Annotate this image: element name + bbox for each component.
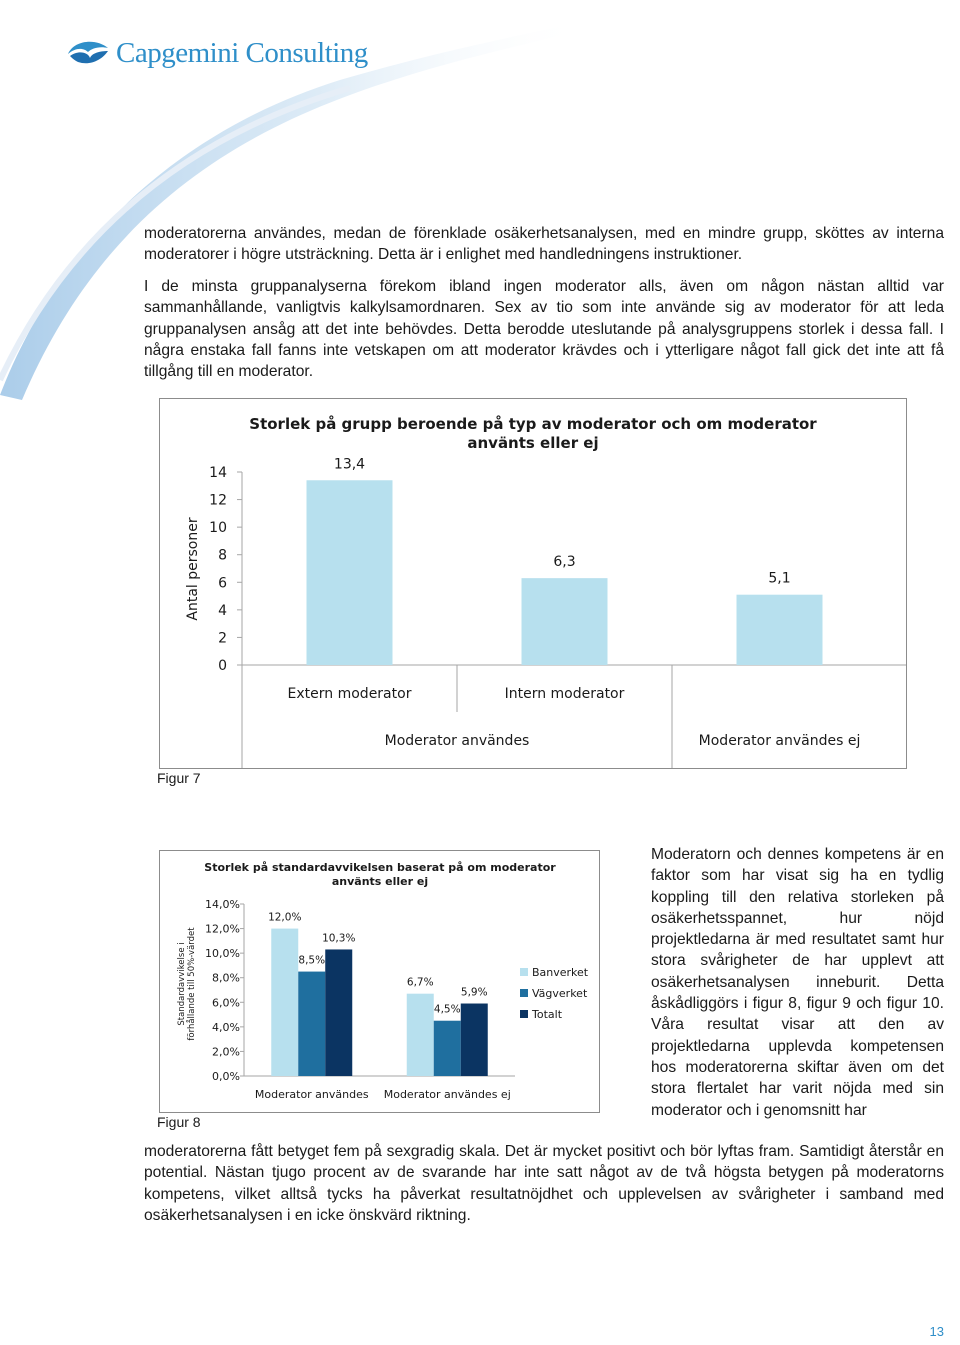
- body-paragraph-1: moderatorerna användes, medan de förenklade osäkerhetsanalysen, med en mindre grupp, sköttes av interna moderatorer i högre utsträckning. Detta är i enlighet med handledningens instruktioner.: [144, 225, 944, 264]
- figure-8-bar: [325, 949, 352, 1076]
- spade-logo-icon: [66, 38, 110, 68]
- figure-7-y-tick-label: 14: [209, 465, 227, 481]
- figure-8-y-tick-label: 0,0%: [212, 1070, 240, 1083]
- figure-7-group-label: Moderator användes: [384, 733, 530, 749]
- figure-7-y-axis-label: Antal personer: [185, 517, 201, 621]
- figure-8-caption: Figur 8: [157, 1114, 201, 1130]
- company-logo: [66, 38, 368, 68]
- figure-8-title-line-1: Storlek på standardavvikelsen baserat på om moderator: [204, 861, 556, 874]
- figure-7-bar-chart: [160, 399, 906, 768]
- figure-8-data-label: 4,5%: [433, 1003, 461, 1016]
- figure-8-title-line-2: använts eller ej: [331, 875, 429, 888]
- figure-8-y-tick-label: 14,0%: [205, 898, 240, 911]
- figure-7-y-tick-label: 8: [218, 547, 227, 564]
- figure-8-legend-swatch: [520, 1010, 528, 1018]
- figure-7-bar: [737, 595, 823, 665]
- figure-8-y-tick-label: 12,0%: [205, 922, 240, 936]
- figure-8-data-label: 8,5%: [298, 954, 326, 967]
- figure-7-chart-frame: [159, 398, 907, 769]
- figure-7-bar: [307, 480, 393, 665]
- logo-wordmark: Capgemini Consulting: [116, 36, 368, 69]
- figure-8-bar: [407, 994, 434, 1076]
- figure-7-group-label: Moderator användes ej: [698, 733, 861, 749]
- figure-8-bar-chart: [160, 851, 599, 1112]
- figure-8-y-tick-label: 6,0%: [212, 996, 240, 1010]
- figure-8-y-tick-label: 10,0%: [205, 947, 240, 961]
- figure-8-y-tick-label: 2,0%: [212, 1045, 240, 1059]
- figure-7-data-label: 6,3: [553, 554, 576, 571]
- figure-7-y-tick-label: 2: [218, 630, 227, 647]
- body-paragraph-2: I de minsta gruppanalyserna förekom ibland ingen moderator alls, även om någon nästan alltid var sammanhållande, vanligtvis kalkylsamordnaren. Sex av tio som inte använde sig av moderator för att leda gruppanalysen ansåg att det inte behövdes. Detta berodde uteslutande på analysgruppens storlek i dessa fall. I några enstaka fall fanns inte vetskapen om att moderator krävdes och i ytterligare något fall gick det inte att få tillgång till en moderator.: [144, 278, 944, 381]
- figure-7-category-label: Extern moderator: [287, 686, 412, 702]
- figure-7-data-label: 13,4: [333, 456, 366, 473]
- figure-8-legend-label: Vägverket: [532, 987, 588, 1000]
- figure-8-category-label: Moderator användes: [254, 1088, 369, 1101]
- figure-8-bar: [271, 929, 298, 1076]
- figure-8-data-label: 6,7%: [406, 976, 434, 989]
- figure-8-legend-label: Banverket: [532, 966, 589, 979]
- figure-7-title-line-2: använts eller ej: [467, 434, 599, 452]
- figure-7-category-label: Intern moderator: [504, 686, 625, 702]
- side-paragraph: Moderatorn och dennes kompetens är en faktor som har visat sig ha en tydlig koppling till den relativa storleken på osäkerhetsspannet, hur nöjd projektledarna är med resultatet samt hur stora svårigheter de har upplevt att osäkerhetsanalysen inneburit. Detta åskådliggörs i figur 8, figur 9 och figur 10. Våra resultat visar att den av projektledarna upplevda kompetensen hos moderatorerna skiftar även om det stora flertalet har varit nöjda med sin moderator och i genomsnitt har: [651, 846, 944, 1119]
- figure-8-category-label: Moderator användes ej: [383, 1088, 511, 1101]
- figure-8-legend-swatch: [520, 989, 528, 997]
- figure-7-bar: [522, 578, 608, 665]
- figure-7-y-tick-label: 6: [218, 575, 227, 592]
- figure-7-y-tick-label: 10: [209, 520, 227, 537]
- figure-8-chart-frame: [159, 850, 600, 1113]
- figure-8-y-axis-label-line-1: Standardavvikelse i: [177, 942, 187, 1026]
- figure-7-y-tick-label: 12: [209, 492, 227, 509]
- figure-8-y-axis-label-line-2: förhållande till 50%-värdet: [187, 927, 197, 1041]
- bottom-paragraph: moderatorerna fått betyget fem på sexgradig skala. Det är mycket positivt och bör lyftas fram. Samtidigt återstår en potential. Nästan tjugo procent av de svarande har inte satt något av de två högsta betygen på moderatorns kompetens, vilket alltså tycks ha påverkat resultatnöjdhet och upplevelsen av svårigheter i samband med osäkerhetsanalysen i en icke önskvärd riktning.: [144, 1143, 944, 1224]
- figure-7-caption: Figur 7: [157, 770, 201, 786]
- figure-8-data-label: 10,3%: [322, 932, 356, 945]
- figure-8-y-tick-label: 8,0%: [212, 971, 240, 985]
- figure-8-legend-label: Totalt: [532, 1008, 563, 1021]
- figure-8-data-label: 12,0%: [268, 911, 302, 924]
- figure-8-bar: [461, 1004, 488, 1076]
- figure-7-title-line-1: Storlek på grupp beroende på typ av moderator och om moderator: [249, 415, 817, 433]
- figure-8-y-tick-label: 4,0%: [212, 1020, 240, 1034]
- figure-8-legend-swatch: [520, 968, 528, 976]
- figure-8-bar: [434, 1021, 461, 1076]
- page-number: 13: [929, 1324, 944, 1339]
- figure-7-data-label: 5,1: [768, 570, 791, 587]
- figure-8-bar: [298, 972, 325, 1076]
- figure-7-y-tick-label: 0: [218, 658, 227, 674]
- figure-8-data-label: 5,9%: [460, 986, 488, 999]
- figure-7-y-tick-label: 4: [218, 602, 227, 619]
